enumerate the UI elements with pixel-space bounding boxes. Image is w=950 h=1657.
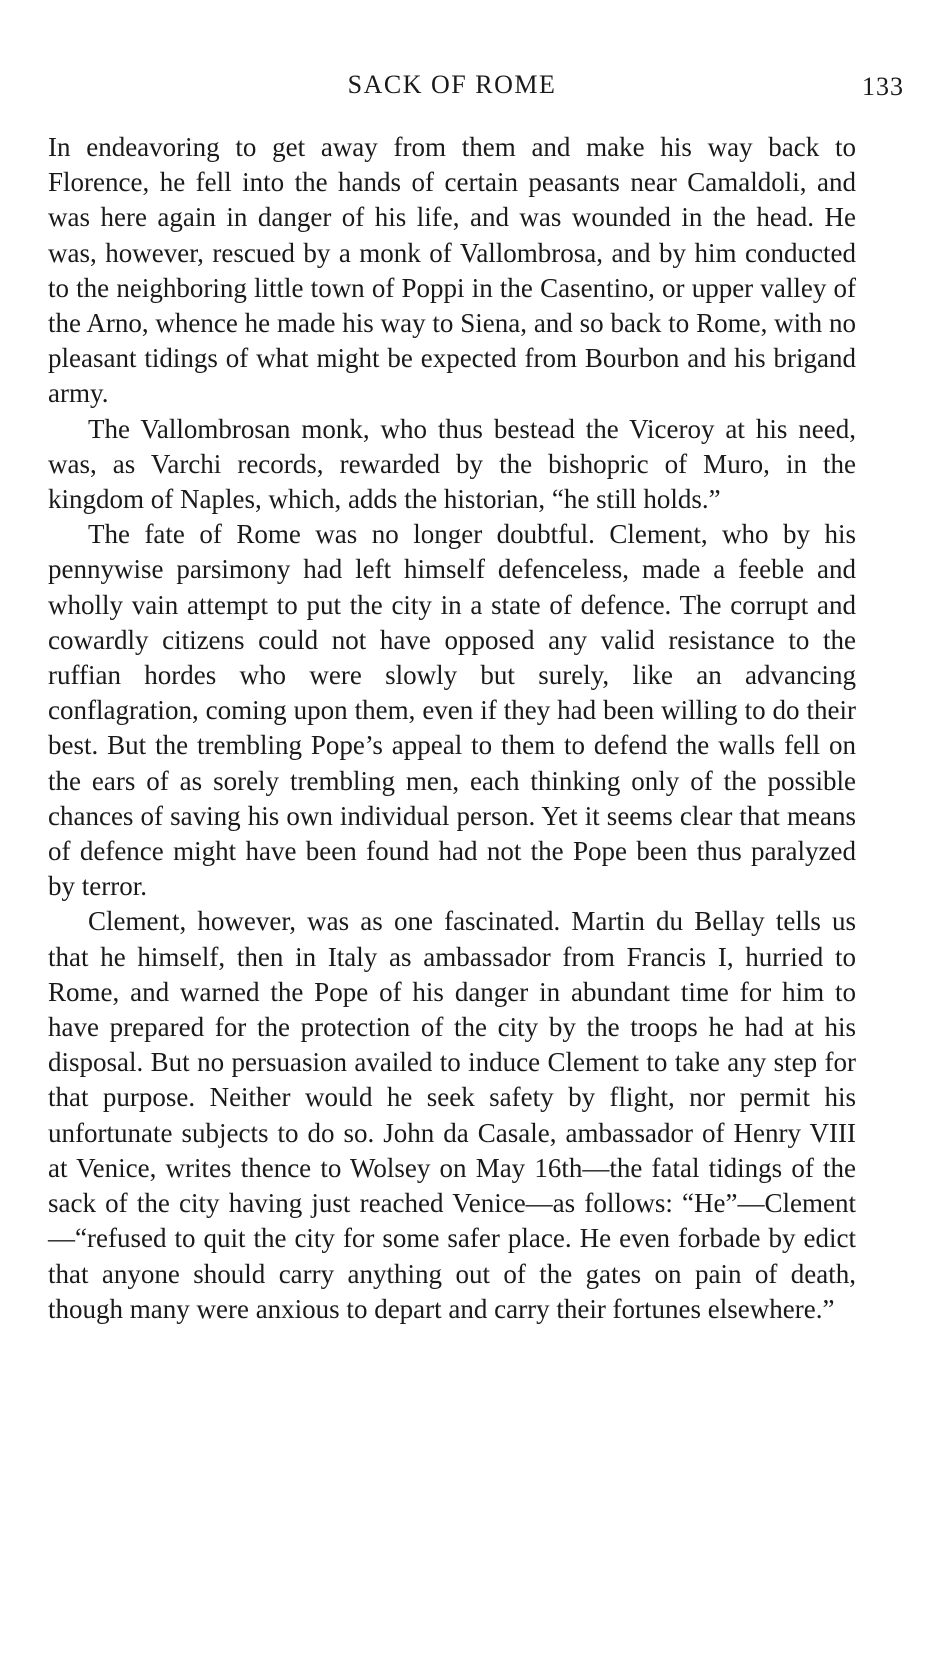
body-text bbox=[48, 130, 856, 1327]
paragraph-3: The fate of Rome was no longer doubtful. Clement, who by his pennywise parsimony had left himself defenceless, made a feeble and wholly vain attempt to put the city in a state of defence. The corrupt and cowardly citizens could not have opposed any valid resistance to the ruffian hordes who were slowly but surely, like an advancing conflagration, coming upon them, even if they had been willing to do their best. But the trembling Pope’s appeal to them to defend the walls fell on the ears of as sorely trembling men, each thinking only of the possible chances of saving his own individual person. Yet it seems clear that means of defence might have been found had not the Pope been thus paralyzed by terror. bbox=[48, 519, 856, 902]
book-page bbox=[48, 70, 904, 1327]
running-title: SACK OF ROME bbox=[347, 70, 557, 99]
page-number: 133 bbox=[862, 72, 904, 101]
running-head bbox=[48, 70, 904, 110]
paragraph-1: In endeavoring to get away from them and make his way back to Florence, he fell into the hands of certain peasants near Camaldoli, and was here again in danger of his life, and was wounded in the head. He was, however, rescued by a monk of Vallombrosa, and by him conducted to the neighboring little town of Poppi in the Casentino, or upper valley of the Arno, whence he made his way to Siena, and so back to Rome, with no pleasant tidings of what might be expected from Bourbon and his brigand army. bbox=[48, 132, 856, 409]
paragraph-4: Clement, however, was as one fascinated. Martin du Bellay tells us that he himself, then in Italy as ambassador from Francis I, hurried to Rome, and warned the Pope of his danger in abundant time for him to have prepared for the protection of the city by the troops he had at his disposal. But no persuasion availed to induce Clement to take any step for that purpose. Neither would he seek safety by flight, nor permit his unfortunate subjects to do so. John da Casale, ambassador of Henry VIII at Venice, writes thence to Wolsey on May 16th—the fatal tidings of the sack of the city having just reached Venice—as follows: “He”—Clement—“refused to quit the city for some safer place. He even forbade by edict that anyone should carry anything out of the gates on pain of death, though many were anxious to depart and carry their fortunes elsewhere.” bbox=[48, 906, 856, 1324]
paragraph-2: The Vallombrosan monk, who thus bestead the Viceroy at his need, was, as Varchi records, rewarded by the bishopric of Muro, in the kingdom of Naples, which, adds the historian, “he still holds.” bbox=[48, 413, 856, 515]
